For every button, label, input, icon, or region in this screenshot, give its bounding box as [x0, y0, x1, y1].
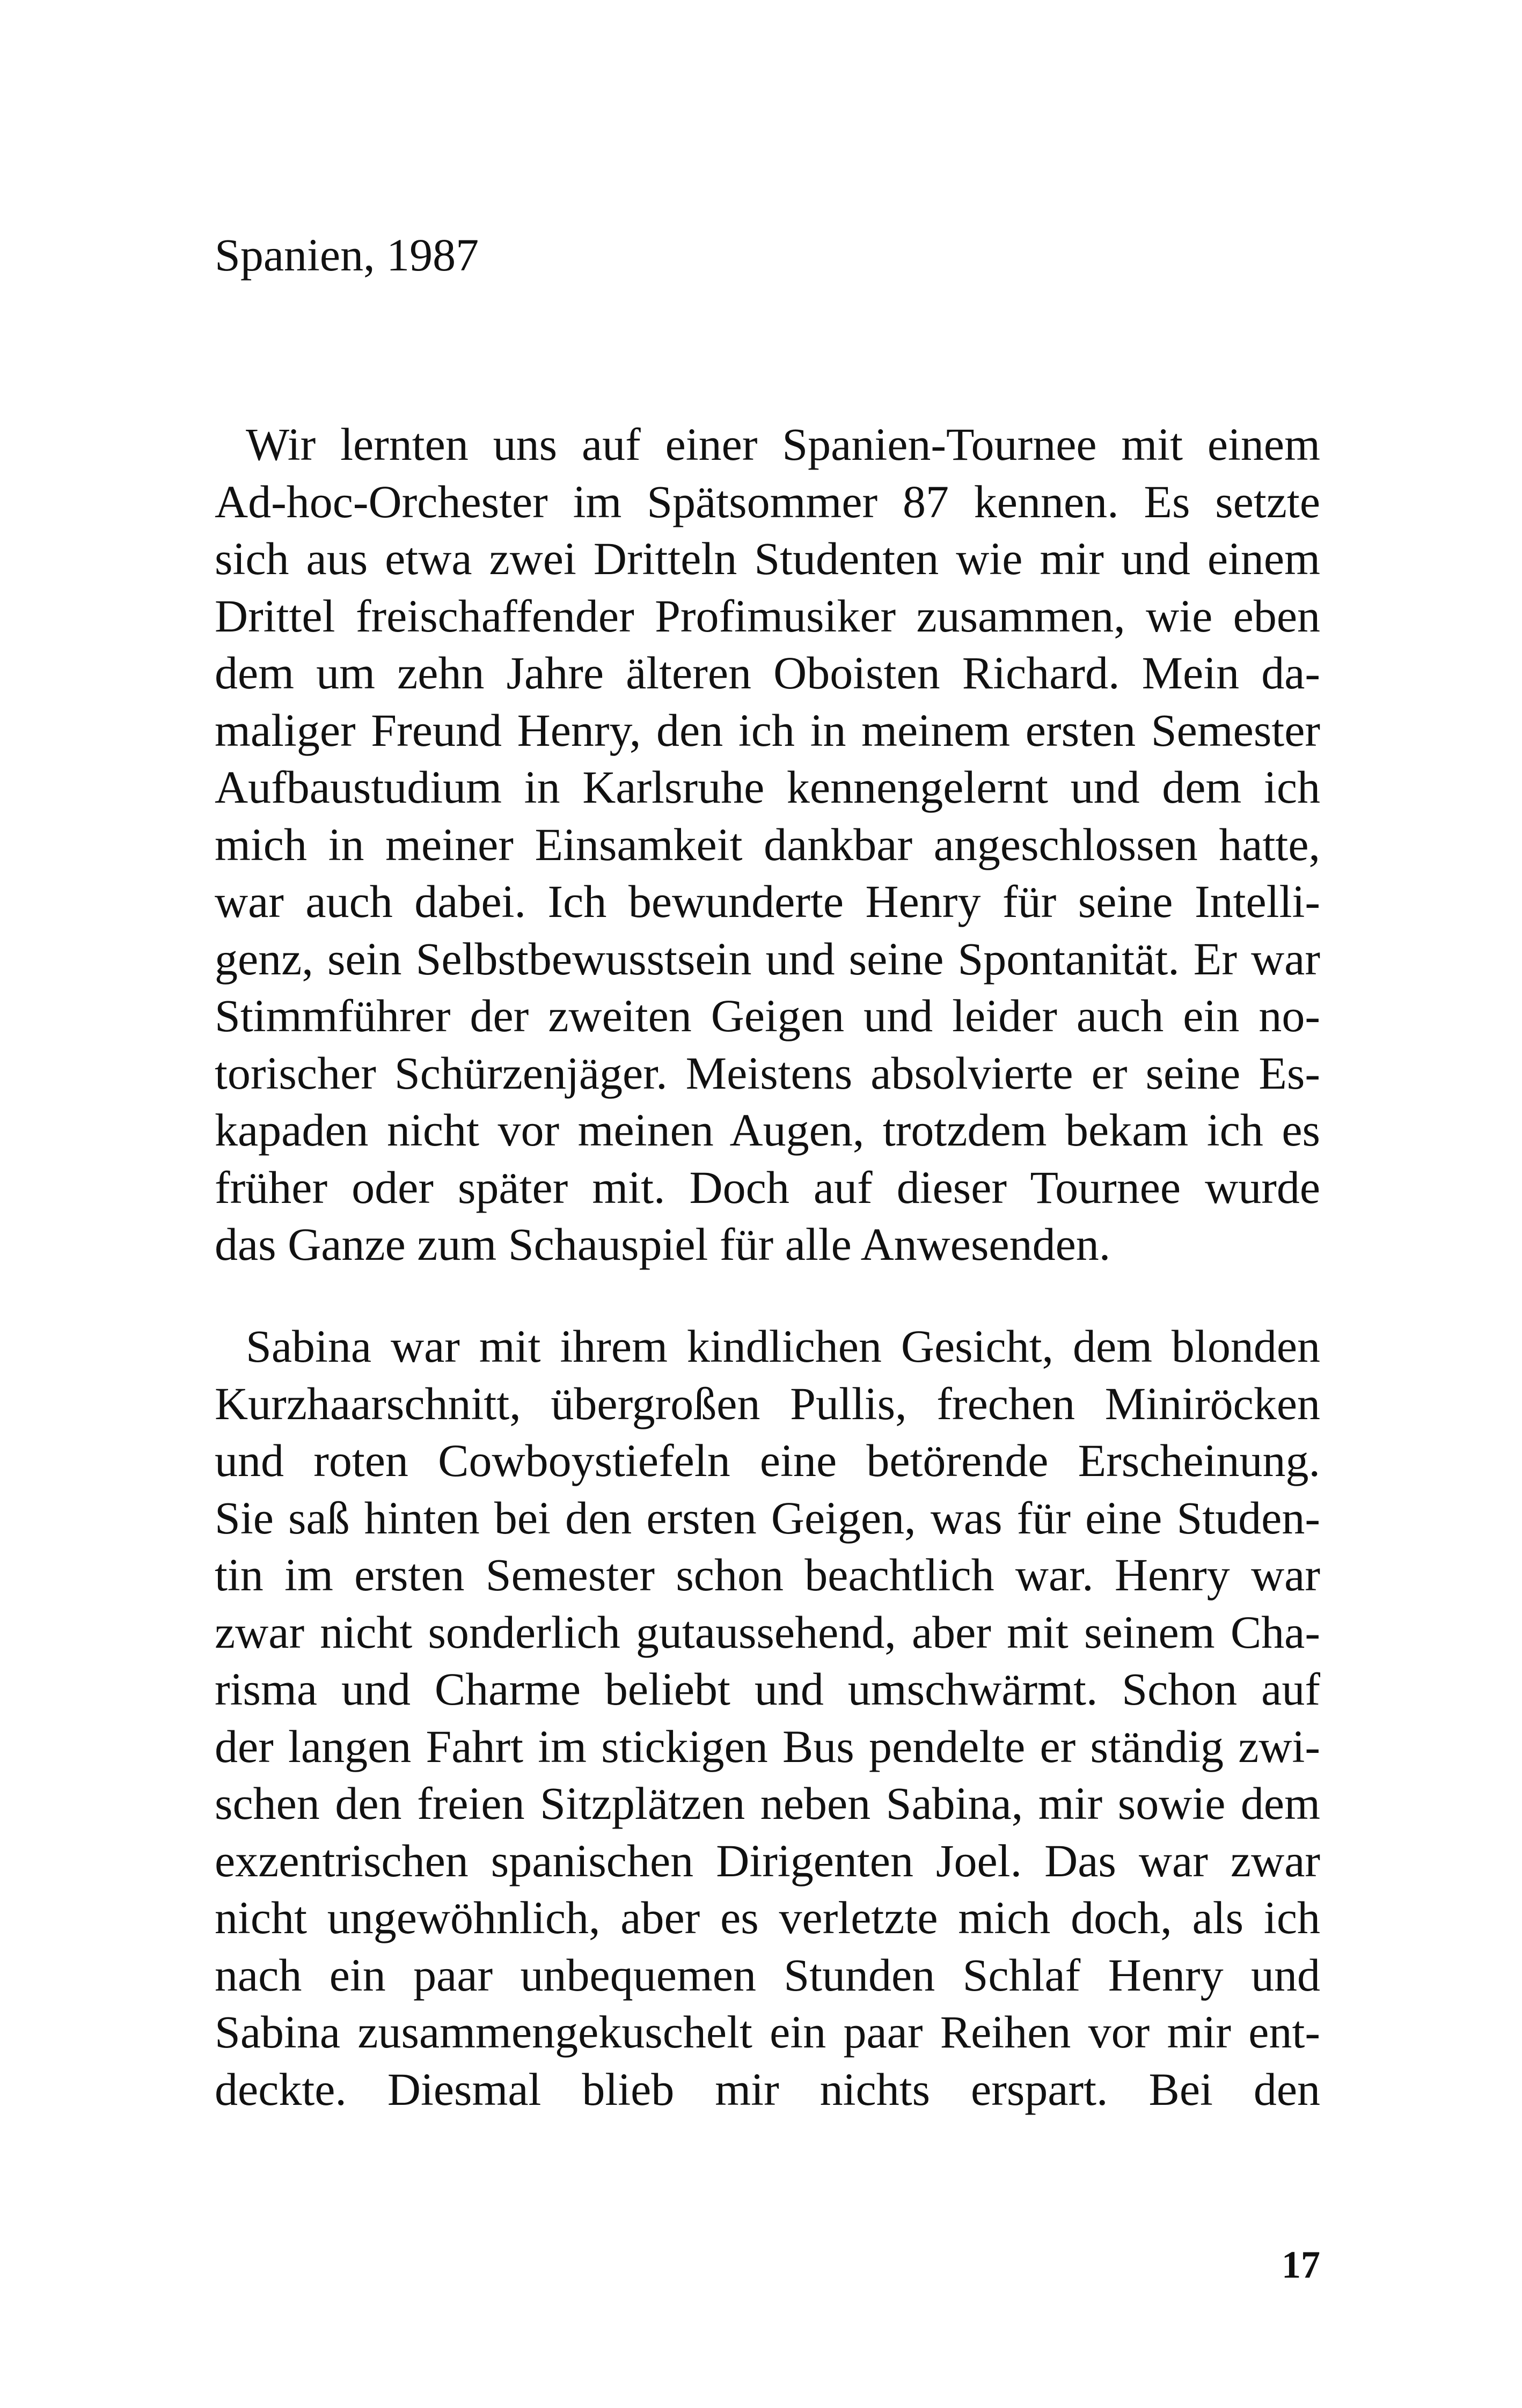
paragraph-2 [215, 1318, 1320, 2118]
text-line: Wir lernten uns auf einer Spanien-Tournee mit einem [246, 419, 1320, 470]
text-line: maliger Freund Henry, den ich in meinem ersten Semester [215, 704, 1320, 756]
paragraph-1 [215, 416, 1320, 1273]
page-number: 17 [1282, 2243, 1320, 2286]
text-line: sich aus etwa zwei Dritteln Studenten wie mir und einem [215, 533, 1320, 584]
text-line: Drittel freischaffender Profimusiker zusammen, wie eben [215, 590, 1320, 642]
text-line: nach ein paar unbequemen Stunden Schlaf Henry und [215, 1949, 1320, 2001]
text-line: risma und Charme beliebt und umschwärmt. Schon auf [215, 1663, 1320, 1715]
text-line: dem um zehn Jahre älteren Oboisten Richard. Mein da- [215, 647, 1320, 699]
text-line: Sabina zusammengekuschelt ein paar Reihen vor mir ent- [215, 2006, 1320, 2058]
text-line: kapaden nicht vor meinen Augen, trotzdem bekam ich es [215, 1104, 1320, 1156]
text-line: schen den freien Sitzplätzen neben Sabina, mir sowie dem [215, 1778, 1320, 1829]
text-line: Sabina war mit ihrem kindlichen Gesicht, dem blonden [246, 1320, 1320, 1372]
text-line: Ad-hoc-Orchester im Spätsommer 87 kennen. Es setzte [215, 475, 1320, 527]
text-line: Stimmführer der zweiten Geigen und leider auch ein no- [215, 990, 1320, 1041]
text-line: zwar nicht sonderlich gutaussehend, aber mit seinem Cha- [215, 1606, 1320, 1658]
text-line: genz, sein Selbstbewusstsein und seine Spontanität. Er war [215, 933, 1320, 985]
text-line: der langen Fahrt im stickigen Bus pendelte er ständig zwi- [215, 1720, 1320, 1772]
chapter-title: Spanien, 1987 [215, 229, 479, 281]
text-line: exzentrischen spanischen Dirigenten Joel. Das war zwar [215, 1834, 1320, 1886]
text-line: und roten Cowboystiefeln eine betörende Erscheinung. [215, 1435, 1320, 1486]
text-line: früher oder später mit. Doch auf dieser Tournee wurde [215, 1161, 1320, 1213]
text-line: war auch dabei. Ich bewunderte Henry für seine Intelli- [215, 876, 1320, 927]
text-line: mich in meiner Einsamkeit dankbar angeschlossen hatte, [215, 818, 1320, 870]
text-line: torischer Schürzenjäger. Meistens absolvierte er seine Es- [215, 1047, 1320, 1099]
text-line: nicht ungewöhnlich, aber es verletzte mich doch, als ich [215, 1892, 1320, 1943]
text-line: deckte. Diesmal blieb mir nichts erspart. Bei den [215, 2063, 1320, 2115]
text-line: Kurzhaarschnitt, übergroßen Pullis, frechen Miniröcken [215, 1377, 1320, 1429]
text-line: Aufbaustudium in Karlsruhe kennengelernt und dem ich [215, 761, 1320, 813]
text-line: Sie saß hinten bei den ersten Geigen, was für eine Studen- [215, 1492, 1320, 1544]
text-line: das Ganze zum Schauspiel für alle Anwesenden. [215, 1218, 1111, 1270]
text-line: tin im ersten Semester schon beachtlich war. Henry war [215, 1549, 1320, 1601]
